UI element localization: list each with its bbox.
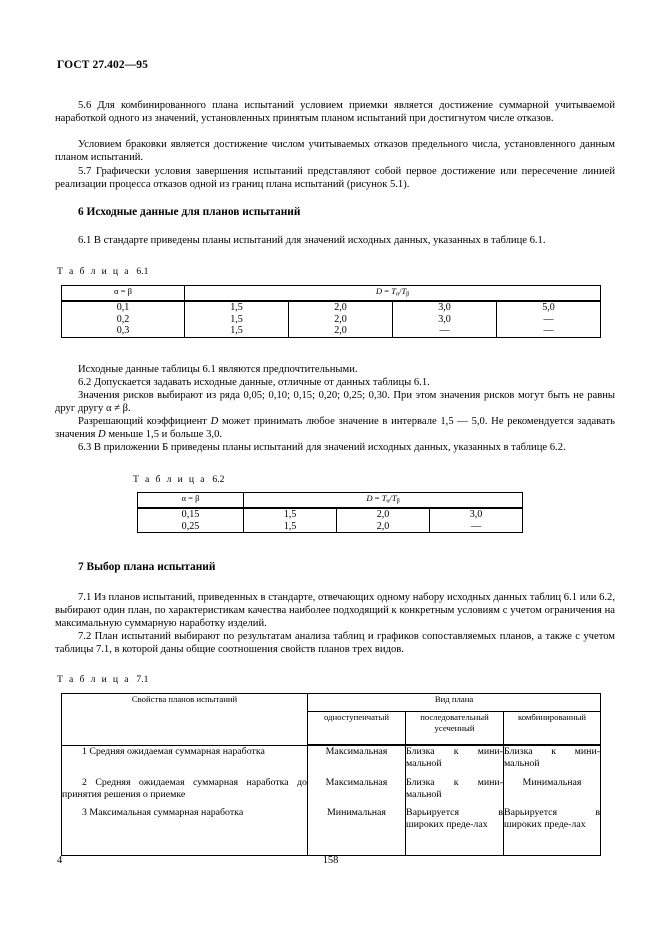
table-7-1-row-2-single: Максимальная [308,771,406,802]
table-6-1-col-d3 [393,301,497,337]
running-head: ГОСТ 27.402—95 [57,59,148,71]
paragraph-7-2: 7.2 План испытаний выбирают по результатам анализа таблиц и графиков сопоставляемых планов, а также с учетом таблицы 7.1, в которой даны общие соотношения свойств планов трех видов. [55,631,615,656]
paragraph-brakovka: Условием браковки является достижение числом учитываемых отказов предельного числа, установленного данным планом испытаний. [55,139,615,164]
table-7-1-row-3-sequential: Варьируется в широких преде-лах [406,802,504,856]
paragraph-6-2: 6.2 Допускается задавать исходные данные, отличные от данных таблицы 6.1. [78,377,430,388]
table-6-1-header-row [62,286,601,302]
cell-value: 3,0 [438,302,451,314]
cell-value: 0,2 [116,313,130,325]
caption-table-7-1 [57,674,148,686]
paragraph-risk-values: Значения рисков выбирают из ряда 0,05; 0,10; 0,15; 0,20; 0,25; 0,30. При этом значения рисков могут быть не равны друг другу α ≠ β. [55,390,615,415]
table-row [62,771,601,802]
caption-table-7-1-number: 7.1 [136,674,149,685]
cell-value: — [543,313,554,325]
table-6-1 [61,285,601,338]
caption-table-6-2 [133,474,224,486]
cell-value: 0,3 [116,325,130,337]
table-7-1-row-2-property: 2 Средняя ожидаемая суммарная наработка до принятия решения о приемке [62,771,308,802]
paragraph-7-1: 7.1 Из планов испытаний, приведенных в стандарте, отвечающих одному набору исходных данных таблиц 6.1 или 6.2, выбирают один план, по характеристикам качества наиболее подходящий к конкретным условиям с учетом ограничения на максимальную суммарную наработку изделий. [55,592,615,630]
cell-value: 2,0 [376,520,390,532]
caption-table-6-1 [57,266,148,278]
paragraph-6-1: 6.1 В стандарте приведены планы испытаний для значений исходных данных, указанных в таблице 6.1. [78,235,546,246]
cell-value: 2,0 [334,313,347,325]
table-7-1-row-1-sequential: Близка к мини-мальной [406,746,503,770]
table-7-1-header-sequential-truncated: последовательный усеченный [406,712,504,746]
table-6-1-col-d4 [497,301,601,337]
table-7-1-row-3-single: Минимальная [308,802,406,856]
table-7-1-row-3-combined: Варьируется в широких преде-лах [504,802,601,856]
table-6-1-header-d: $D = T_\alpha/T_\beta$ [185,286,601,302]
table-7-1-row-1-combined: Близка к мини-мальной [504,746,601,770]
table-6-2-header-d: $D = T_\alpha/T_\beta$ [244,493,523,509]
table-7-1 [61,693,601,856]
table-7-1-row-1-single: Максимальная [308,745,406,771]
cell-value: 3,0 [469,509,483,521]
paragraph-after-table-6-1: Исходные данные таблицы 6.1 являются предпочтительными. [78,364,358,375]
table-7-1-header-single-stage: одноступенчатый [308,712,406,746]
table-7-1-row-2-sequential: Близка к мини-мальной [406,771,504,802]
table-6-2-header-alpha-beta: α = β [138,493,244,509]
cell-value: 2,0 [334,325,347,337]
cell-value: 1,5 [230,302,243,314]
table-6-1-col-d1 [185,301,289,337]
cell-value: 0,15 [181,509,200,521]
paragraph-6-3: 6.3 В приложении Б приведены планы испытаний для значений исходных данных, указанных в таблице 6.2. [78,442,566,453]
table-7-1-header-row-top [62,694,601,712]
table-row [62,802,601,856]
caption-table-7-1-word: Т а б л и ц а [57,674,131,685]
caption-table-6-1-word: Т а б л и ц а [57,266,131,277]
cell-value: — [439,325,450,337]
folio-page-number-center: 158 [322,855,339,866]
heading-section-6: 6 Исходные данные для планов испытаний [78,206,301,218]
table-row [62,745,601,771]
cell-value: 1,5 [230,313,243,325]
table-6-2-col-d2 [337,508,430,533]
caption-table-6-1-number: 6.1 [136,266,149,277]
table-6-2-col-d1 [244,508,337,533]
cell-value: 2,0 [376,509,390,521]
caption-table-6-2-word: Т а б л и ц а [133,474,207,485]
folio-page-number-left: 4 [57,855,63,866]
table-6-1-col-d2 [289,301,393,337]
cell-value: 0,25 [181,520,200,532]
cell-value: — [470,520,482,532]
table-6-2-body-row [138,508,523,533]
table-7-1-row-2-combined: Минимальная [504,771,601,802]
heading-section-7: 7 Выбор плана испытаний [78,561,216,573]
cell-value: 0,1 [116,302,130,314]
caption-table-6-2-number: 6.2 [212,474,225,485]
table-6-2 [137,492,523,533]
table-6-2-col-alpha-beta [138,508,244,533]
table-7-1-header-plan-type: Вид плана [308,694,601,712]
paragraph-coefficient-d: Разрешающий коэффициент D может принимать любое значение в интервале 1,5 — 5,0. Не рекомендуется задавать значения D меньше 1,5 и больше 3,0. [55,416,615,441]
table-6-1-col-alpha-beta [62,301,185,337]
paragraph-5-7: 5.7 Графически условия завершения испытаний представляют собой первое достижение или пересечение линией реализации процесса отказов одной из границ плана испытаний (рисунок 5.1). [55,166,615,191]
cell-value: — [543,325,554,337]
cell-value: 1,5 [283,520,297,532]
table-7-1-header-properties: Свойства планов испытаний [62,694,308,746]
table-6-1-body-row [62,301,601,337]
cell-value: 3,0 [438,313,451,325]
paragraph-5-6: 5.6 Для комбинированного плана испытаний условием приемки является достижение суммарной учитываемой наработкой одного из значений, установленных принятым планом испытаний при достигнутом числе отказов. [55,100,615,125]
table-7-1-row-1-property: 1 Средняя ожидаемая суммарная наработка [62,745,308,771]
cell-value: 1,5 [283,509,297,521]
cell-value: 2,0 [334,302,347,314]
table-6-2-header-row [138,493,523,509]
cell-value: 1,5 [230,325,243,337]
table-6-2-col-d3 [430,508,523,533]
table-6-1-header-alpha-beta: α = β [62,286,185,302]
table-7-1-row-3-property: 3 Максимальная суммарная наработка [62,802,308,856]
table-7-1-header-combined: комбинированный [504,712,601,746]
cell-value: 5,0 [542,302,555,314]
